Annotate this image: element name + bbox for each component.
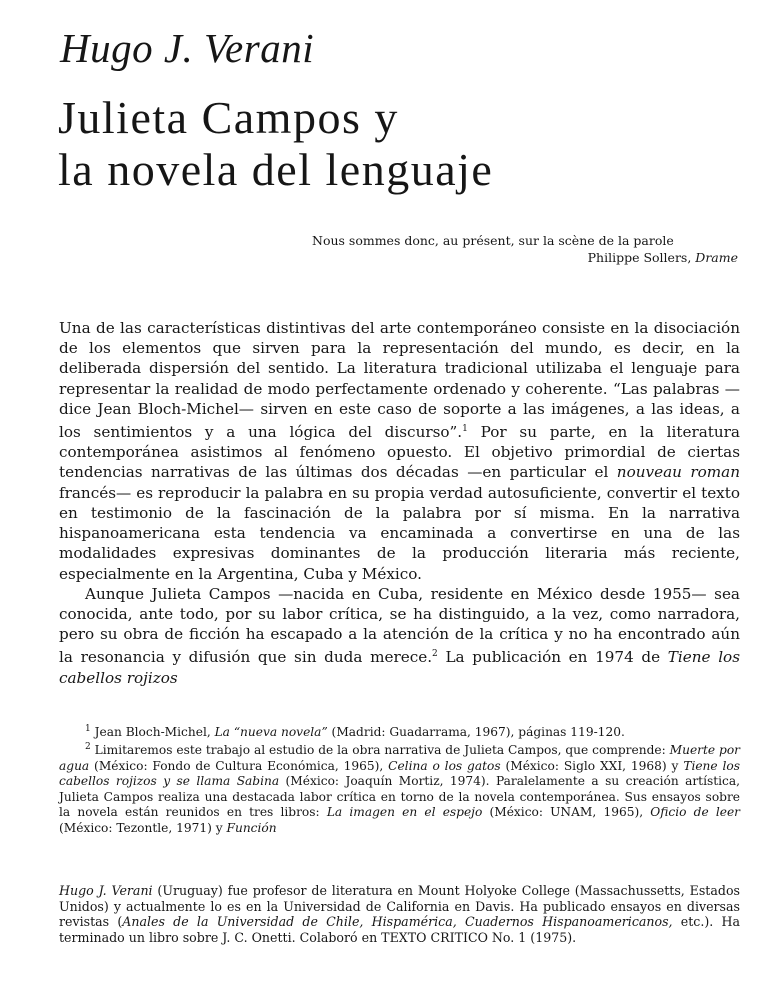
bio-text: (Uruguay) fue profesor de literatura en Mount Holyoke College (Massachussetts, Estados Unidos) y actualmente lo es en la Universidad de California en Davis. Ha publicado ensayos en diversas revistas (: [59, 883, 740, 930]
bio-paragraph: [59, 883, 740, 945]
footnote-italic: Función: [226, 820, 277, 835]
epigraph-source-author: Philippe Sollers,: [587, 250, 696, 265]
footnote-text: (México: Siglo XXI, 1968) y: [500, 758, 684, 773]
footnote-italic: Celina o los gatos: [388, 758, 501, 773]
epigraph-source: [312, 250, 738, 266]
footnote-text: (México: Fondo de Cultura Económica, 1965),: [89, 758, 389, 773]
epigraph-source-work: Drame: [695, 250, 738, 265]
body-text: Una de las características distintivas del arte contemporáneo consiste en la disociación de los elementos que sirven para la representación del mundo, es decir, en la deliberada dispersión del sentido. La literatura tradicional utilizaba el lenguaje para representar la realidad de modo perfectamente ordenado y coherente. “Las palabras —dice Jean Bloch-Michel— sirven en este caso de soporte a las imágenes, a las ideas, a los sentimientos y a una lógica del discurso”.: [59, 319, 740, 442]
author-name: Hugo J. Verani: [60, 25, 315, 71]
article-title: [58, 92, 738, 196]
bio-text: etc.). Ha terminado un libro sobre J. C. Onetti. Colaboró en TEXTO CRITICO No. 1 (1975).: [59, 914, 741, 945]
footnote-2: [59, 740, 740, 836]
footnote-italic: Oficio de leer: [650, 805, 741, 820]
footnotes: [59, 722, 740, 836]
footnote-text: (Madrid: Guadarrama, 1967), páginas 119-120.: [327, 725, 625, 740]
body-text: Aunque Julieta Campos —nacida en Cuba, residente en México desde 1955— sea conocida, ante todo, por su labor crítica, se ha distinguido, a la vez, como narradora, pero su obra de ficción ha escapado a la atención de la crítica y no ha encontrado aún la resonancia y difusión que sin duda merece.: [59, 584, 740, 667]
author-bio: [59, 883, 740, 945]
body-italic: nouveau roman: [616, 463, 740, 482]
footnote-italic: Tiene los cabellos rojizos y se llama Sabina: [59, 758, 740, 789]
article-body: [59, 318, 740, 688]
footnote-italic: La imagen en el espejo: [326, 805, 483, 820]
footnote-ref-2: 2: [432, 649, 438, 660]
body-paragraph-1: [59, 318, 740, 584]
body-text: Por su parte, en la literatura contemporánea asistimos al fenómeno opuesto. El objetivo primordial de ciertas tendencias narrativas de las últimas dos décadas —en particular el: [59, 423, 740, 482]
body-italic: Tiene los cabellos rojizos: [59, 648, 740, 687]
footnote-text: (México: Tezontle, 1971) y: [59, 820, 227, 835]
footnote-text: Limitaremos este trabajo al estudio de la obra narrativa de Julieta Campos, que comprende:: [90, 743, 670, 758]
epigraph: [312, 233, 738, 266]
footnote-text: (México: Joaquín Mortiz, 1974). Paralelamente a su creación artística, Julieta Campos realiza una destacada labor crítica en torno de la novela contemporánea. Sus ensayos sobre la novela están reunidos en tres libros:: [59, 774, 740, 820]
title-line-1: Julieta Campos y: [58, 92, 399, 143]
bio-name: Hugo J. Verani: [59, 883, 153, 898]
body-paragraph-2: [59, 584, 740, 688]
bio-italic: Anales de la Universidad de Chile, Hispamérica, Cuadernos Hispanoamericanos,: [122, 914, 673, 930]
body-text: La publicación en 1974 de: [437, 648, 668, 667]
title-line-2: la novela del lenguaje: [58, 144, 494, 195]
footnote-text: (México: UNAM, 1965),: [482, 805, 651, 820]
epigraph-quote: Nous sommes donc, au présent, sur la scène de la parole: [312, 233, 674, 248]
footnote-italic: Muerte por agua: [59, 743, 740, 773]
footnote-italic: La “nueva novela”: [214, 725, 328, 740]
footnote-ref-1: 1: [462, 424, 468, 435]
body-text: francés— es reproducir la palabra en su propia verdad autosuficiente, convertir el texto en testimonio de la fascinación de la palabra por sí misma. En la narrativa hispanoamericana esta tendencia va encaminada a convertirse en una de las modalidades expresivas dominantes de la producción literaria más reciente, especialmente en la Argentina, Cuba y México.: [59, 483, 740, 583]
footnote-number: 2: [85, 742, 91, 753]
footnote-1: [59, 722, 740, 740]
footnote-number: 1: [85, 724, 91, 734]
footnote-text: Jean Bloch-Michel,: [90, 725, 215, 740]
